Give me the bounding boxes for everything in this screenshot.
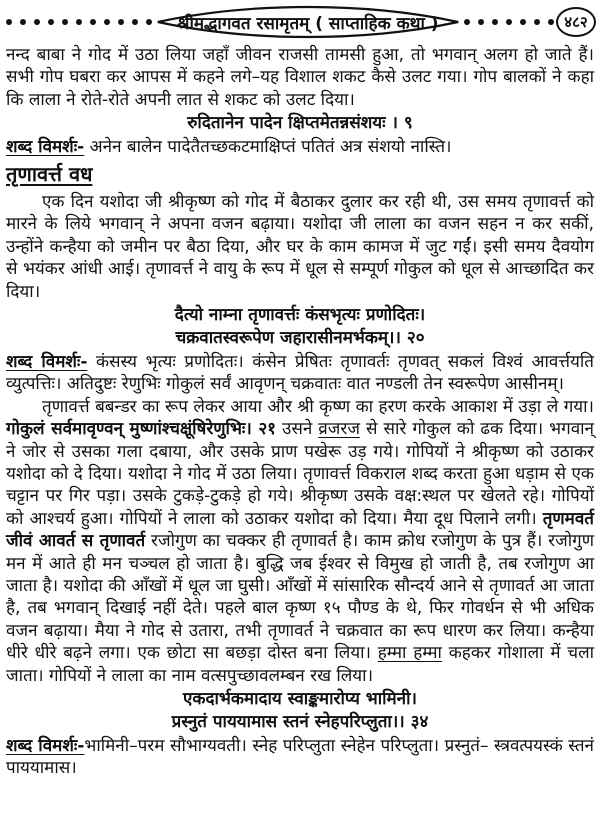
- section-heading: [6, 161, 594, 187]
- text-segment: चक्रवातस्वरूपेण जहारासीनमर्भकम्।। २०: [175, 328, 425, 349]
- text-segment: रजोगुण का चक्कर ही तृणावर्त है। काम क्रोध रजोगुण के पुत्र हैं। रजोगुण मन में आते ही मन चञ्चल हो जाता है। बुद्धि जब ईश्वर से विमुख हो जाती है, तब रजोगुण आ जाता है। यशोदा की आँखों में धूल जा घुसी। आँखों में सांसारिक सौन्दर्य आने से तृणावर्त आ जाता है, तब भगवान् दिखाई नहीं देते। पहले बाल कृष्ण १५ पौण्ड के थे, फिर गोवर्धन से भी अधिक वजन बढ़ाया। मैया ने गोद से उतारा, तभी तृणावर्त ने चक्रवात का रूप धारण कर लिया। कन्हैया धीरे धीरे बढ़ने लगा। एक छोटा सा बछड़ा दोस्त बना लिया।: [6, 531, 594, 664]
- decorative-dot: [90, 19, 96, 25]
- page-header: [0, 0, 600, 38]
- text-segment: अनेन बालेन पादेतैतच्छकटमाक्षिप्तं पतितं अत्र संशयो नास्ति।: [84, 136, 452, 157]
- paragraph: [6, 44, 594, 111]
- header-title-lens: [156, 5, 460, 39]
- shloka-line: [6, 112, 594, 134]
- text-segment: उसने: [276, 419, 319, 440]
- text-segment: से सारे गोकुल को ढक दिया। भगवान् ने जोर से उसका गला दबाया, और उसके प्राण पखेरू उड़ गये। गोपियों ने श्रीकृष्ण को उठाकर यशोदा को दे दिया। यशोदा ने गोद में उठा लिया। तृणावर्त्त विकराल शब्द करता हुआ धड़ाम से एक चट्टान पर गिर पड़ा। उसके टुकड़े-टुकड़े हो गये। श्रीकृष्ण उसके वक्ष:स्थल पर खेलते रहे। गोपियों को आश्चर्य हुआ। गोपियों ने लाला को उठाकर यशोदा को दिया। मैया दूध पिलाने लगी।: [6, 419, 594, 529]
- text-segment: गोकुलं सर्वमावृण्वन् मुष्णांश्चक्षूंषिरेणुभिः। २१: [6, 419, 277, 440]
- decorative-dot: [132, 19, 138, 25]
- text-segment: कहकर गोशाला में चला जाता। गोपियों ने लाला का नाम वत्सपुच्छावलम्बन रख लिया।: [6, 643, 595, 686]
- decorative-dot: [118, 19, 124, 25]
- paragraph: [6, 136, 594, 158]
- text-segment: भामिनी–परम सौभाग्यवती। स्नेह परिप्लुता स्नेहेन परिप्लुता। प्रस्नुतं– स्त्रवत्पयस्कं स्तनं पाययामास।: [6, 735, 594, 779]
- text-segment: एकदार्भकमादाय स्वाङ्कमारोप्य भामिनी।: [183, 688, 417, 709]
- decorative-dot: [534, 19, 540, 25]
- text-segment: व्रजरज: [318, 419, 360, 440]
- page-body: [0, 38, 600, 780]
- paragraph: [6, 191, 594, 303]
- text-segment: एक दिन यशोदा जी श्रीकृष्ण को गोद में बैठाकर दुलार कर रही थी, उस समय तृणावर्त्त को मारने के लिये भगवान् ने अपना वजन बढ़ाया। यशोदा जी लाला का वजन सहन न कर सकीं, उन्होंने कन्हैया को जमीन पर बैठा दिया, और घर के काम कामज में जुट गईं। इसी समय दैवयोग से भयंकर आंधी आई। तृणावर्त्त ने वायु के रूप में धूल से सम्पूर्ण गोकुल को धूल से आच्छादित कर दिया।: [6, 192, 594, 302]
- header-dots-left: [6, 19, 152, 25]
- shloka-line: [6, 711, 594, 733]
- text-segment: तृणावर्त्त बबन्डर का रूप लेकर आया और श्री कृष्ण का हरण करके आकाश में उड़ा ले गया।: [42, 396, 594, 417]
- decorative-dot: [520, 19, 526, 25]
- page-number-badge: [556, 7, 596, 37]
- paragraph: [6, 351, 594, 396]
- decorative-dot: [104, 19, 110, 25]
- decorative-dot: [146, 19, 152, 25]
- decorative-dot: [506, 19, 512, 25]
- text-segment: शब्द विमर्शः-: [6, 735, 85, 756]
- shloka-line: [6, 688, 594, 710]
- decorative-dot: [548, 19, 554, 25]
- shloka-line: [6, 327, 594, 349]
- decorative-dot: [6, 19, 12, 25]
- decorative-dot: [62, 19, 68, 25]
- text-segment: दैत्यो नाम्ना तृणावर्त्तः कंसभृत्यः प्रणोदितः।: [174, 305, 426, 326]
- text-segment: तृणमवर्त जीवं आवर्त स तृणावर्त: [6, 508, 594, 552]
- text-segment: नन्द बाबा ने गोद में उठा लिया जहाँ जीवन राजसी तामसी हुआ, तो भगवान् अलग हो जाते हैं। सभी गोप घबरा कर आपस में कहने लगे–यह विशाल शकट कैसे उलट गया। गोप बालकों ने कहा कि लाला ने रोते-रोते अपनी लात से शकट को उलट दिया।: [6, 45, 594, 110]
- text-segment: शब्द विमर्शः-: [6, 351, 88, 372]
- page-number: ४८२: [564, 13, 588, 31]
- decorative-dot: [76, 19, 82, 25]
- decorative-dot: [20, 19, 26, 25]
- shloka-line: [6, 304, 594, 326]
- paragraph: [6, 396, 594, 687]
- decorative-dot: [48, 19, 54, 25]
- paragraph: [6, 735, 594, 780]
- decorative-dot: [492, 19, 498, 25]
- header-dots-right: [464, 19, 554, 25]
- text-segment: प्रस्नुतं पाययामास स्तनं स्नेहपरिप्लुता।। ३४: [171, 712, 429, 733]
- book-title: श्रीमद्भागवत रसामृतम् ( साप्ताहिक कथा ): [177, 13, 439, 34]
- decorative-dot: [464, 19, 470, 25]
- text-segment: कंसस्य भृत्यः प्रणोदितः। कंसेन प्रेषितः तृणावर्तः तृणवत् सकलं विश्वं आवर्त्तयति व्युत्पत्तिः। अतिदुष्टः रेणुभिः गोकुलं सर्वं आवृणन् चक्रवातः वात नण्डली तेन स्वरूपेण आसीनम्।: [6, 351, 594, 395]
- decorative-dot: [478, 19, 484, 25]
- decorative-dot: [34, 19, 40, 25]
- text-segment: रुदितानेन पादेन क्षिप्तमेतन्नसंशयः । ९: [187, 113, 413, 134]
- text-segment: शब्द विमर्शः-: [6, 136, 85, 157]
- text-segment: हम्मा हम्मा: [377, 643, 442, 664]
- text-segment: तृणावर्त्त वध: [6, 162, 93, 187]
